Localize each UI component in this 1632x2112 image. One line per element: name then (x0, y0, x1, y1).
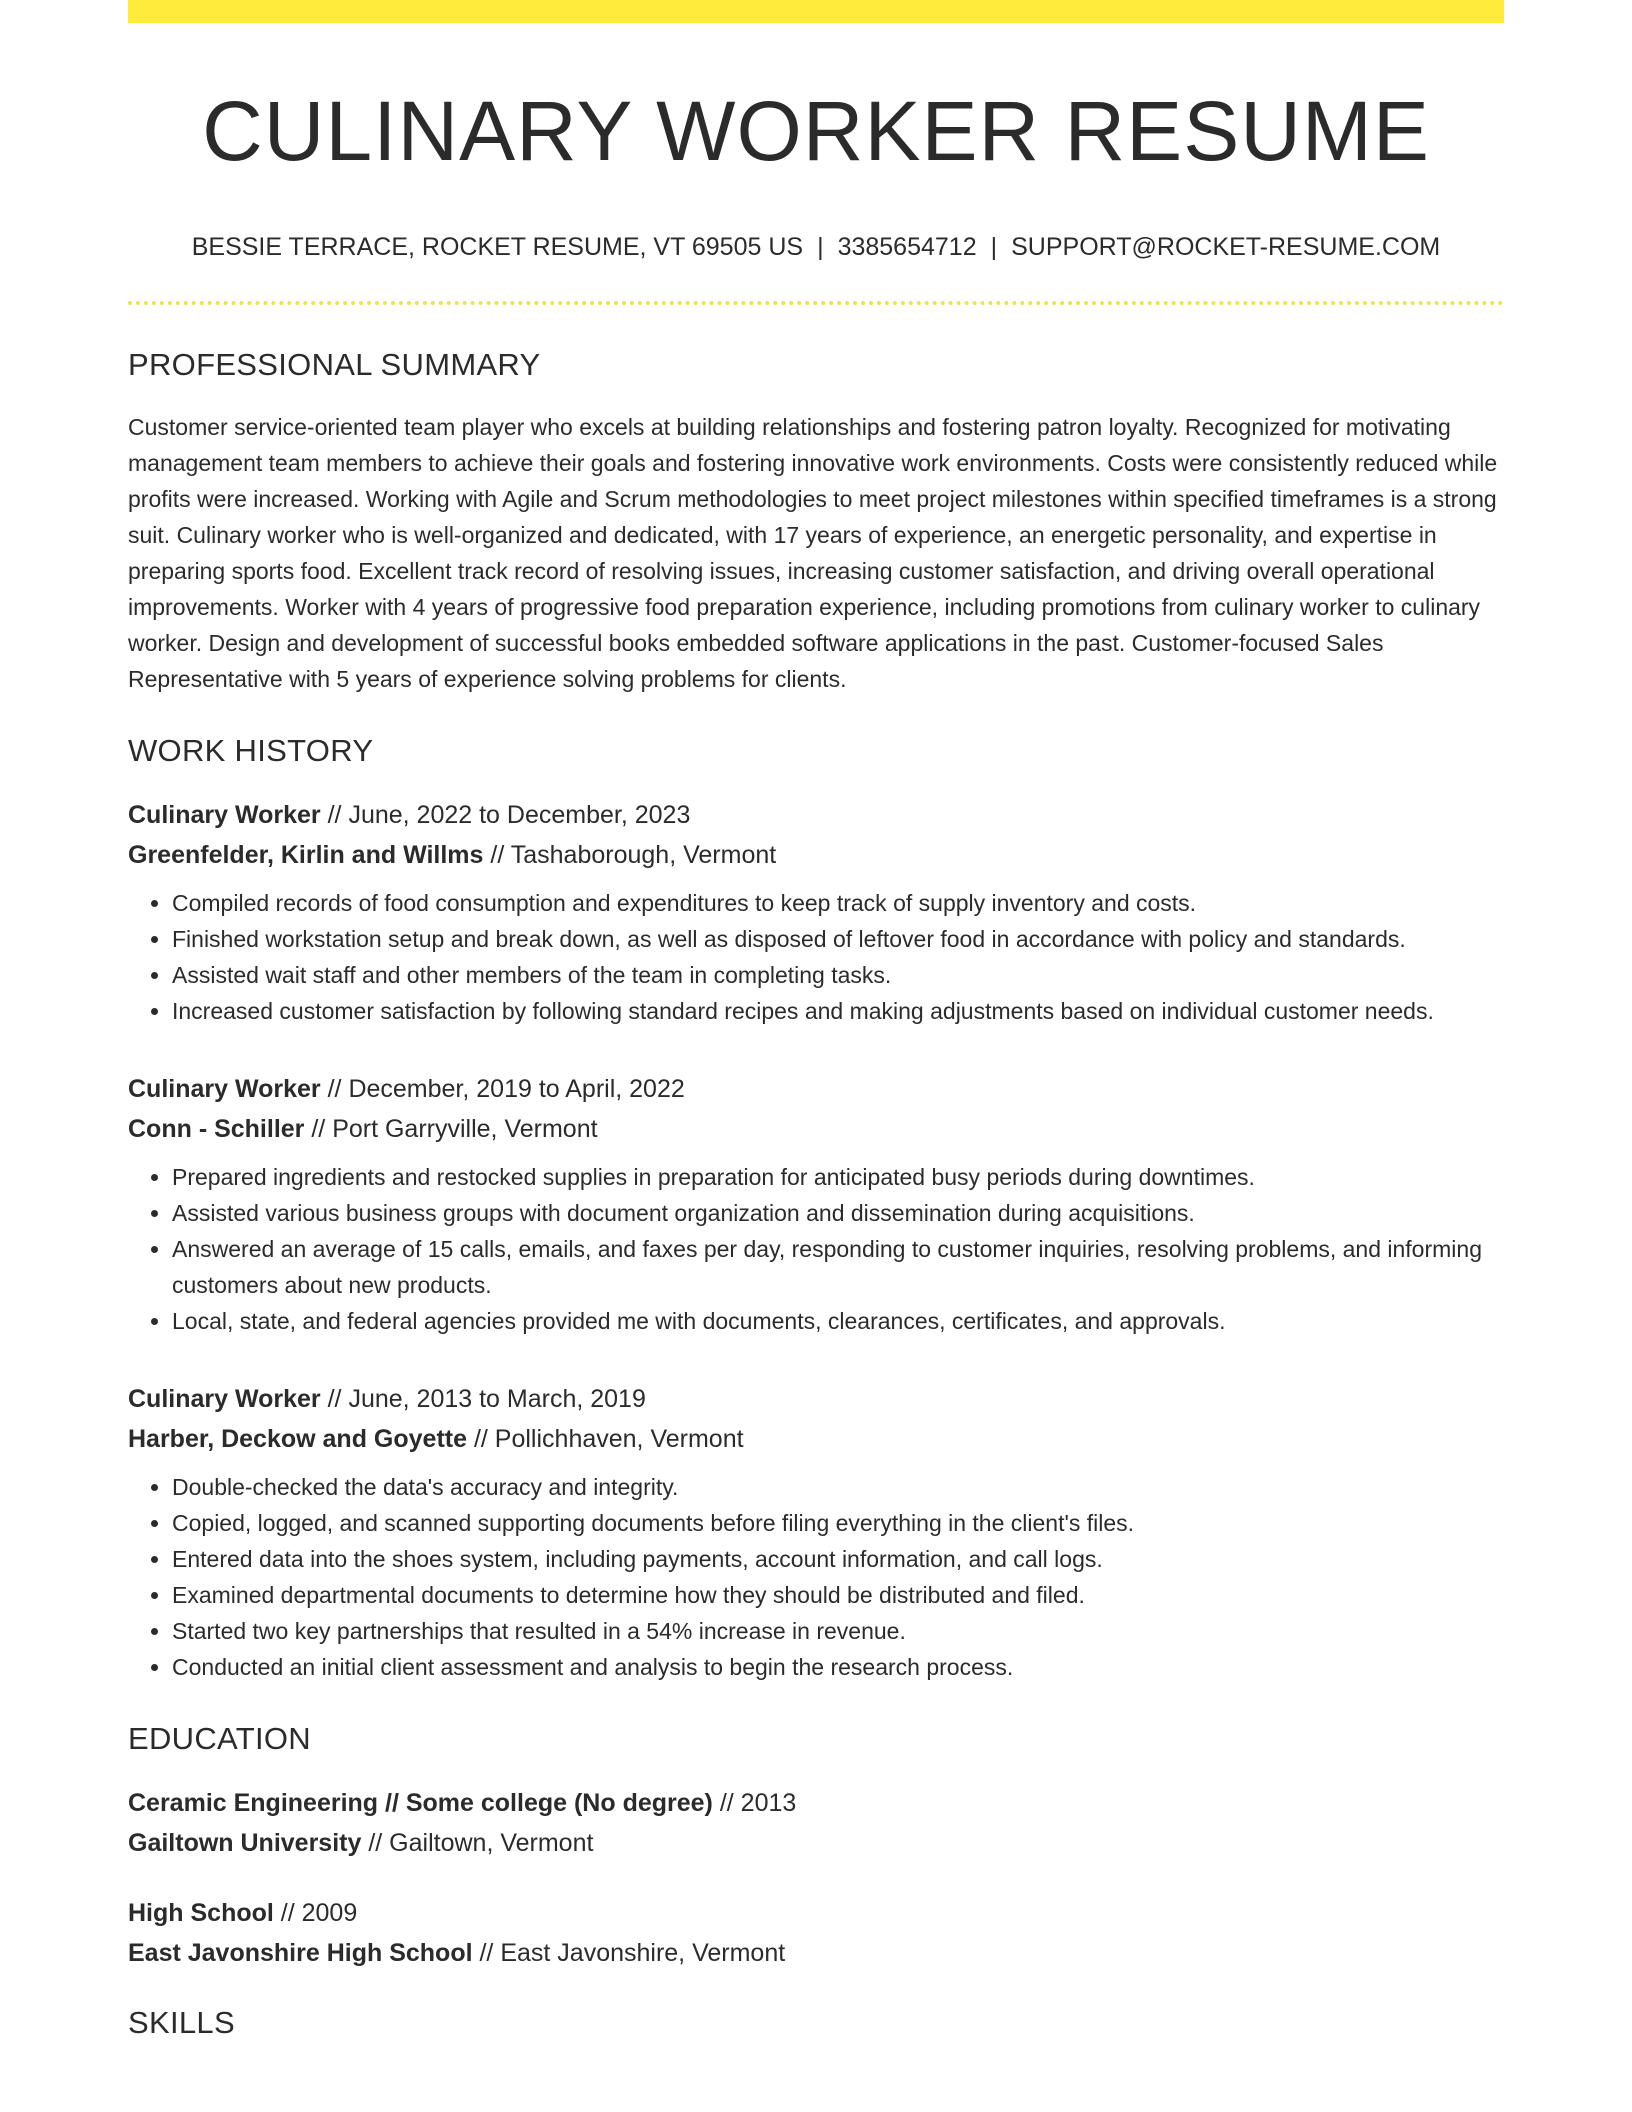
job-title: Culinary Worker (128, 1385, 321, 1413)
job-company-line (128, 835, 1504, 875)
job-company: Greenfelder, Kirlin and Willms (128, 841, 484, 869)
job-entry (128, 1069, 1504, 1339)
job-title: Culinary Worker (128, 1075, 321, 1103)
school-location: // Gailtown, Vermont (361, 1829, 594, 1857)
school-line (128, 1823, 1504, 1863)
accent-bar (128, 0, 1504, 23)
work-history-heading: WORK HISTORY (128, 733, 374, 768)
job-company: Conn - Schiller (128, 1115, 305, 1143)
school-line (128, 1933, 1504, 1973)
phone: 3385654712 (837, 233, 977, 261)
education-entry (128, 1783, 1504, 1863)
dotted-divider (128, 301, 1504, 305)
job-title-line (128, 795, 1504, 835)
duty-item: • Assisted various business groups with document organization and dissemination during acquisitions. (172, 1195, 1504, 1231)
job-location: // Tashaborough, Vermont (483, 841, 777, 869)
school-name: Gailtown University (128, 1829, 362, 1857)
job-duties (128, 1159, 1504, 1339)
school-location: // East Javonshire, Vermont (472, 1939, 786, 1967)
duty-item: • Finished workstation setup and break down, as well as disposed of leftover food in accordance with policy and standards. (172, 921, 1504, 957)
degree-year: // 2013 (712, 1789, 797, 1817)
duty-item: • Copied, logged, and scanned supporting documents before filing everything in the client's files. (172, 1505, 1504, 1541)
duty-item: • Examined departmental documents to determine how they should be distributed and filed. (172, 1577, 1504, 1613)
job-title-line (128, 1379, 1504, 1419)
duty-item: • Prepared ingredients and restocked supplies in preparation for anticipated busy periods during downtimes. (172, 1159, 1504, 1195)
job-dates: // June, 2022 to December, 2023 (320, 801, 691, 829)
contact-line (128, 231, 1504, 263)
resume-page (128, 0, 1504, 2043)
school-name: East Javonshire High School (128, 1939, 473, 1967)
education-entry (128, 1893, 1504, 1973)
job-dates: // June, 2013 to March, 2019 (320, 1385, 646, 1413)
duty-item: • Assisted wait staff and other members of the team in completing tasks. (172, 957, 1504, 993)
job-company-line (128, 1109, 1504, 1149)
job-title: Culinary Worker (128, 801, 321, 829)
duty-item: • Local, state, and federal agencies provided me with documents, clearances, certificates, and approvals. (172, 1303, 1504, 1339)
duty-item: • Answered an average of 15 calls, emails, and faxes per day, responding to customer inquiries, resolving problems, and informing customers about new products. (172, 1231, 1504, 1303)
education-heading: EDUCATION (128, 1721, 311, 1756)
degree-line (128, 1893, 1504, 1933)
contact-separator: | (990, 233, 998, 261)
job-company-line (128, 1419, 1504, 1459)
job-title-line (128, 1069, 1504, 1109)
duty-item: • Compiled records of food consumption and expenditures to keep track of supply inventory and costs. (172, 885, 1504, 921)
summary-heading: PROFESSIONAL SUMMARY (128, 347, 541, 382)
duty-item: • Increased customer satisfaction by following standard recipes and making adjustments based on individual customer needs. (172, 993, 1504, 1029)
job-entry (128, 1379, 1504, 1685)
degree: High School (128, 1899, 274, 1927)
address: BESSIE TERRACE, ROCKET RESUME, VT 69505 US (191, 233, 804, 261)
contact-separator: | (817, 233, 824, 261)
email: SUPPORT@ROCKET-RESUME.COM (1011, 233, 1441, 261)
degree: Ceramic Engineering // Some college (No degree) (128, 1789, 713, 1817)
duty-item: • Conducted an initial client assessment and analysis to begin the research process. (172, 1649, 1504, 1685)
page-title: CULINARY WORKER RESUME (202, 84, 1430, 178)
summary-text: Customer service-oriented team player who excels at building relationships and fostering patron loyalty. Recognized for motivating management team members to achieve their goals and fostering innovative work environments. Costs were consistently reduced while profits were increased. Working with Agile and Scrum methodologies to meet project milestones within specified timeframes is a strong suit. Culinary worker who is well-organized and dedicated, with 17 years of experience, an energetic personality, and expertise in preparing sports food. Excellent track record of resolving issues, increasing customer satisfaction, and driving overall operational improvements. Worker with 4 years of progressive food preparation experience, including promotions from culinary worker to culinary worker. Design and development of successful books embedded software applications in the past. Customer-focused Sales Representative with 5 years of experience solving problems for clients. (128, 414, 1498, 692)
duty-item: • Double-checked the data's accuracy and integrity. (172, 1469, 1504, 1505)
job-dates: // December, 2019 to April, 2022 (320, 1075, 685, 1103)
job-duties (128, 885, 1504, 1029)
duty-item: • Started two key partnerships that resulted in a 54% increase in revenue. (172, 1613, 1504, 1649)
job-duties (128, 1469, 1504, 1685)
skills-heading: SKILLS (128, 2005, 235, 2040)
job-entry (128, 795, 1504, 1029)
job-location: // Port Garryville, Vermont (304, 1115, 598, 1143)
degree-year: // 2009 (273, 1899, 358, 1927)
job-location: // Pollichhaven, Vermont (467, 1425, 744, 1453)
duty-item: • Entered data into the shoes system, including payments, account information, and call logs. (172, 1541, 1504, 1577)
job-company: Harber, Deckow and Goyette (128, 1425, 468, 1453)
degree-line (128, 1783, 1504, 1823)
